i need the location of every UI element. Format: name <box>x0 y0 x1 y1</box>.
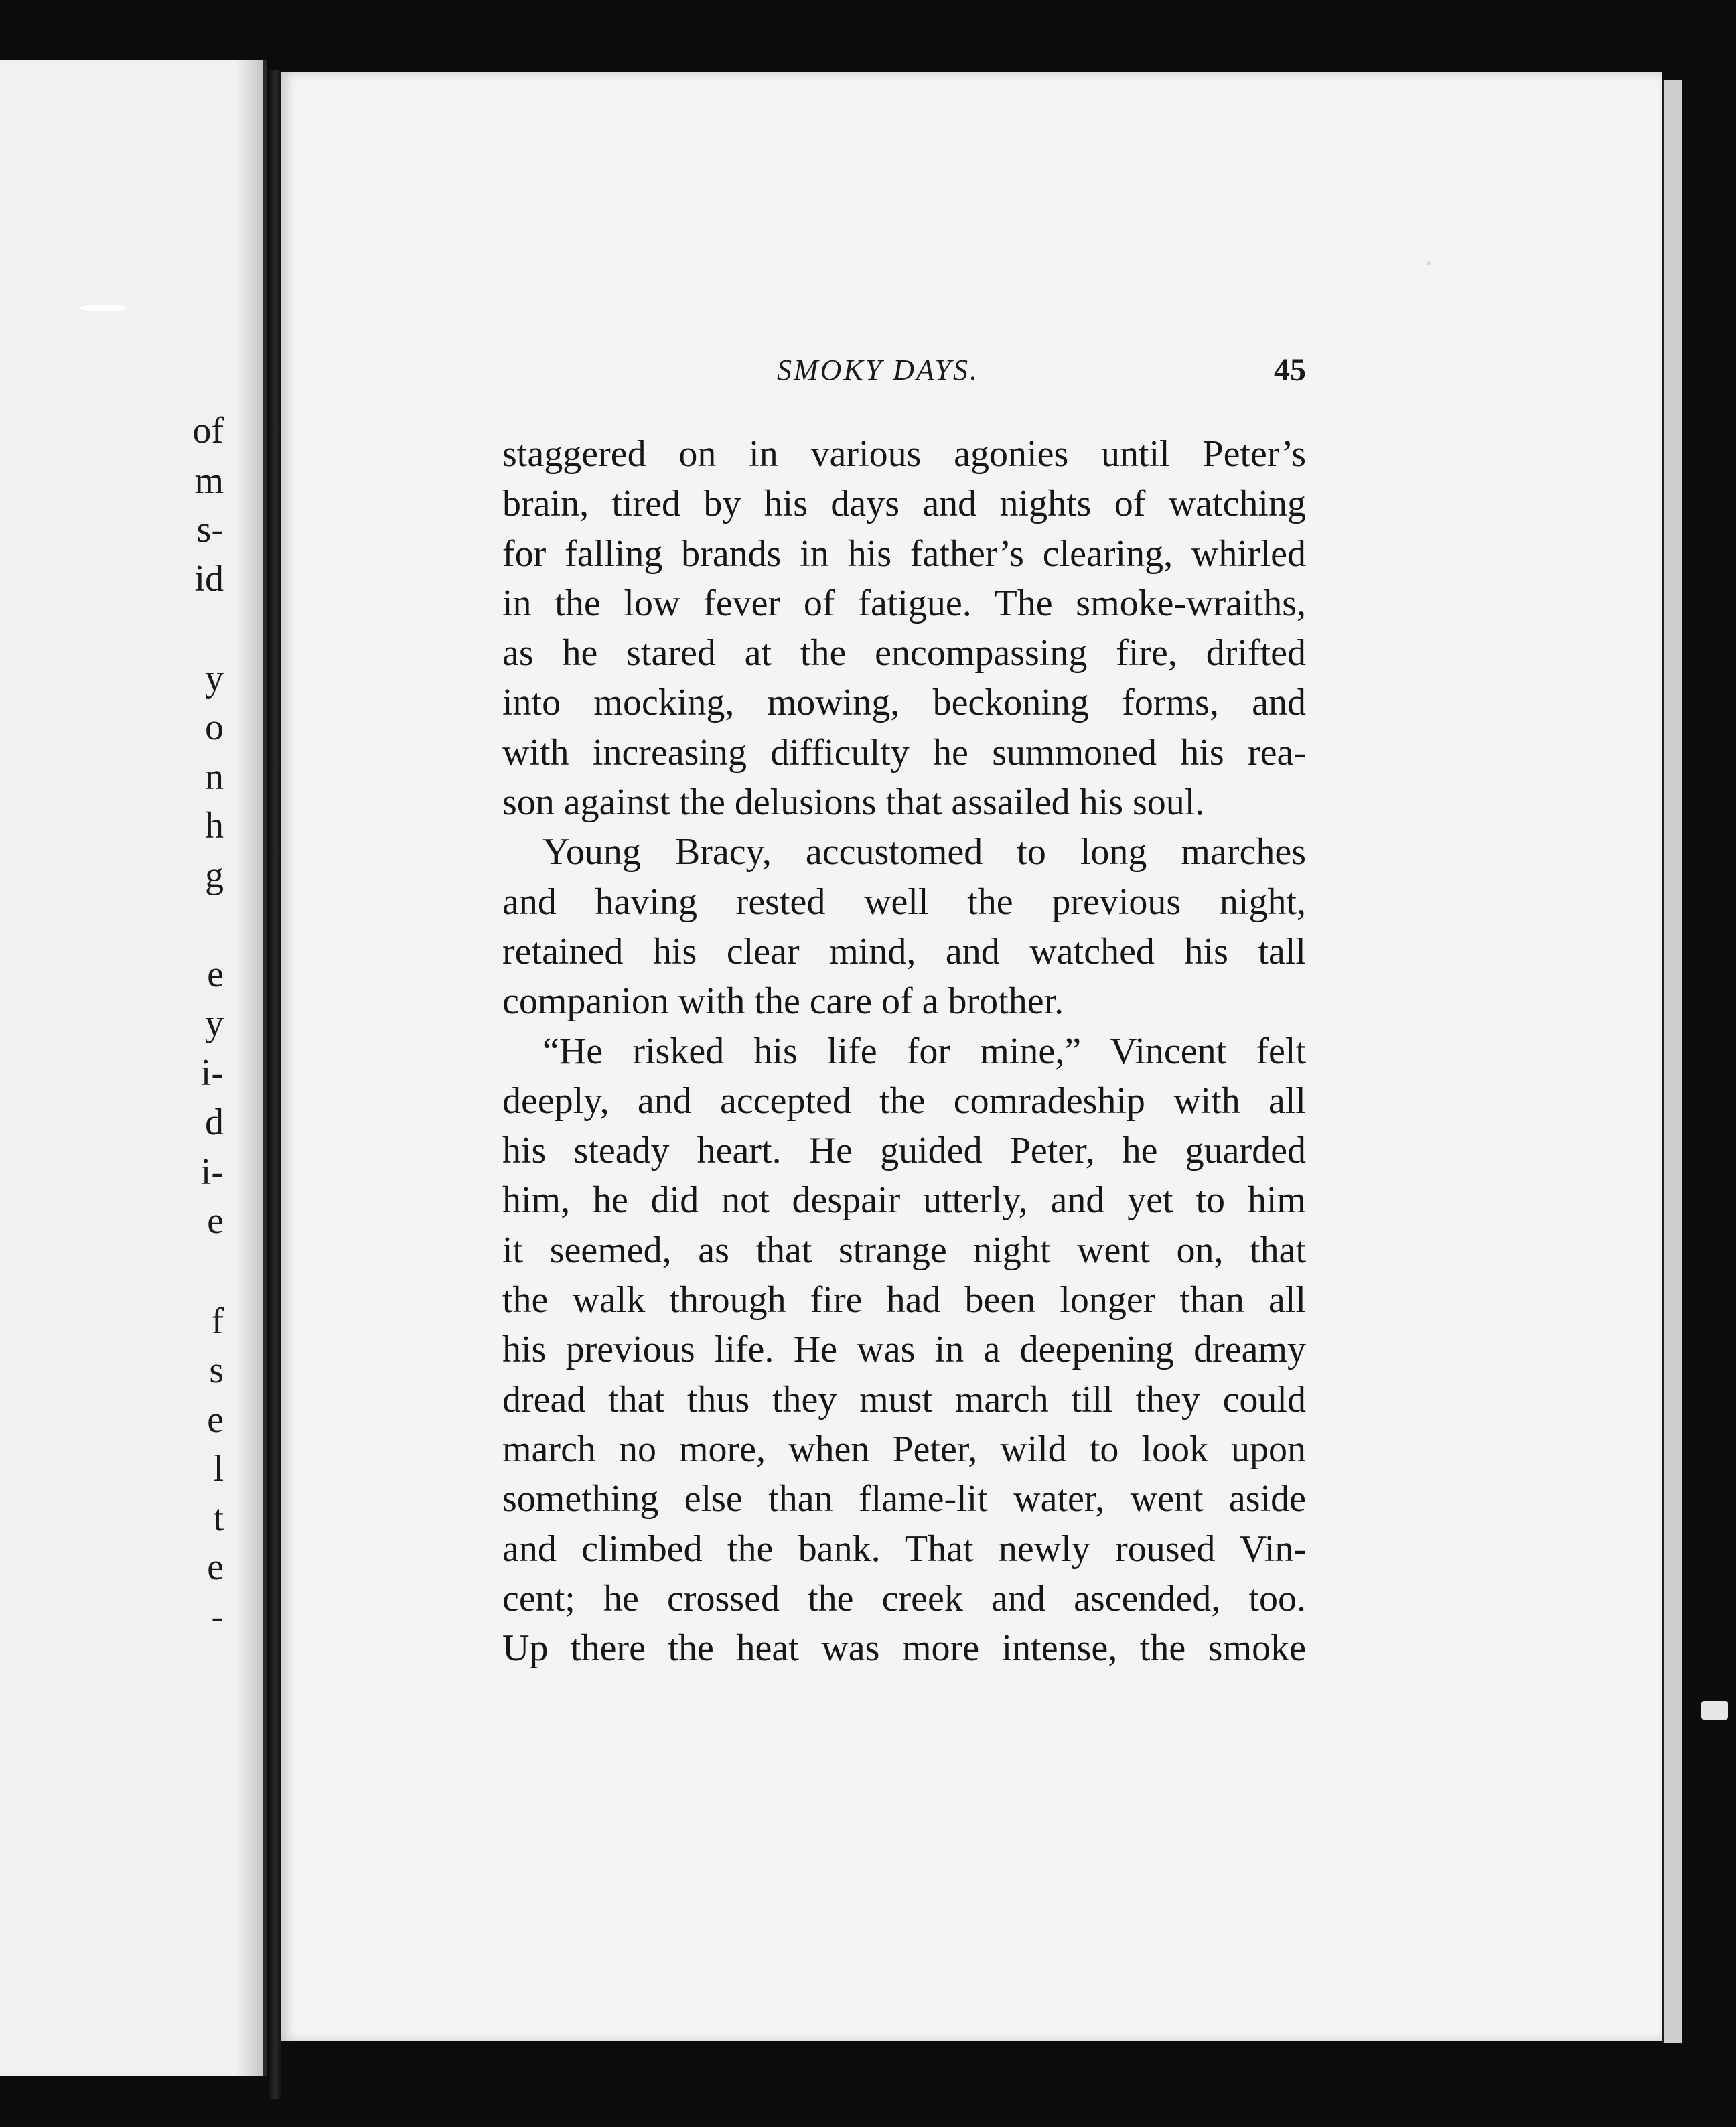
left-page-fragment: id <box>194 558 224 599</box>
text-line: brain, tired by his days and nights of watching <box>502 483 1306 525</box>
text-line: with increasing difficulty he summoned his rea- <box>502 731 1306 774</box>
text-line: Up there the heat was more intense, the smoke <box>502 1627 1306 1670</box>
text-line: for falling brands in his father’s clearing, whirled <box>502 532 1306 575</box>
left-page-fragment: i- <box>200 1052 224 1094</box>
scan-speck <box>1427 261 1431 265</box>
scan-speck <box>1701 1701 1728 1720</box>
text-line: as he stared at the encompassing fire, drifted <box>502 632 1306 674</box>
text-line: and having rested well the previous night, <box>502 881 1306 923</box>
left-page-fragment: f <box>211 1301 224 1342</box>
left-page-fragment: s <box>209 1349 224 1391</box>
page-edge <box>1662 80 1682 2043</box>
left-page-fragment: e <box>207 954 224 995</box>
left-page-fragment: n <box>205 756 224 798</box>
left-page-fragment: s- <box>196 509 224 551</box>
left-page-fragment: of <box>192 410 224 451</box>
text-line: staggered on in various agonies until Peter’s <box>502 433 1306 475</box>
left-page-fragment: e <box>207 1399 224 1441</box>
text-line: his previous life. He was in a deepening dreamy <box>502 1329 1306 1371</box>
text-line: retained his clear mind, and watched his tall <box>502 930 1306 972</box>
text-line: him, he did not despair utterly, and yet to him <box>502 1179 1306 1222</box>
left-page-fragment: e <box>207 1200 224 1242</box>
left-page-fragment: - <box>211 1596 224 1637</box>
text-line: and climbed the bank. That newly roused Vin- <box>502 1528 1306 1570</box>
text-line: his steady heart. He guided Peter, he guarded <box>502 1130 1306 1172</box>
left-page-fragment: o <box>205 707 224 748</box>
text-line: son against the delusions that assailed his soul. <box>502 782 1205 824</box>
body-text <box>502 429 1306 1673</box>
text-line: “He risked his life for mine,” Vincent felt <box>542 1030 1306 1072</box>
left-page-fragment: y <box>205 1003 224 1044</box>
text-line: the walk through fire had been longer than all <box>502 1279 1306 1321</box>
text-line: companion with the care of a brother. <box>502 980 1064 1023</box>
scan-speck <box>80 305 127 311</box>
left-facing-page <box>0 60 267 2076</box>
text-line: march no more, when Peter, wild to look upon <box>502 1428 1306 1470</box>
text-line: in the low fever of fatigue. The smoke-wraiths, <box>502 582 1306 624</box>
left-page-fragment: l <box>213 1448 224 1489</box>
left-page-text-fragments <box>0 60 263 2076</box>
page-number: 45 <box>1274 352 1306 388</box>
text-line: into mocking, mowing, beckoning forms, and <box>502 682 1306 724</box>
left-page-fragment: e <box>207 1546 224 1588</box>
gutter-shadow <box>236 60 263 2076</box>
left-page-fragment: t <box>213 1497 224 1539</box>
left-page-fragment: i- <box>200 1151 224 1193</box>
text-line: Young Bracy, accustomed to long marches <box>542 831 1306 873</box>
running-title: SMOKY DAYS. <box>777 354 979 386</box>
text-line: dread that thus they must march till they could <box>502 1378 1306 1420</box>
text-line: deeply, and accepted the comradeship with all <box>502 1080 1306 1122</box>
text-line: something else than flame-lit water, went aside <box>502 1478 1306 1520</box>
left-page-fragment: h <box>205 805 224 847</box>
book-binding <box>267 70 281 2099</box>
text-line: cent; he crossed the creek and ascended, too. <box>502 1577 1306 1619</box>
left-page-fragment: g <box>205 855 224 896</box>
left-page-fragment: y <box>205 658 224 699</box>
left-page-fragment: m <box>194 460 224 502</box>
running-head <box>777 352 1306 389</box>
left-page-fragment: d <box>205 1102 224 1143</box>
text-line: it seemed, as that strange night went on, that <box>502 1229 1306 1271</box>
